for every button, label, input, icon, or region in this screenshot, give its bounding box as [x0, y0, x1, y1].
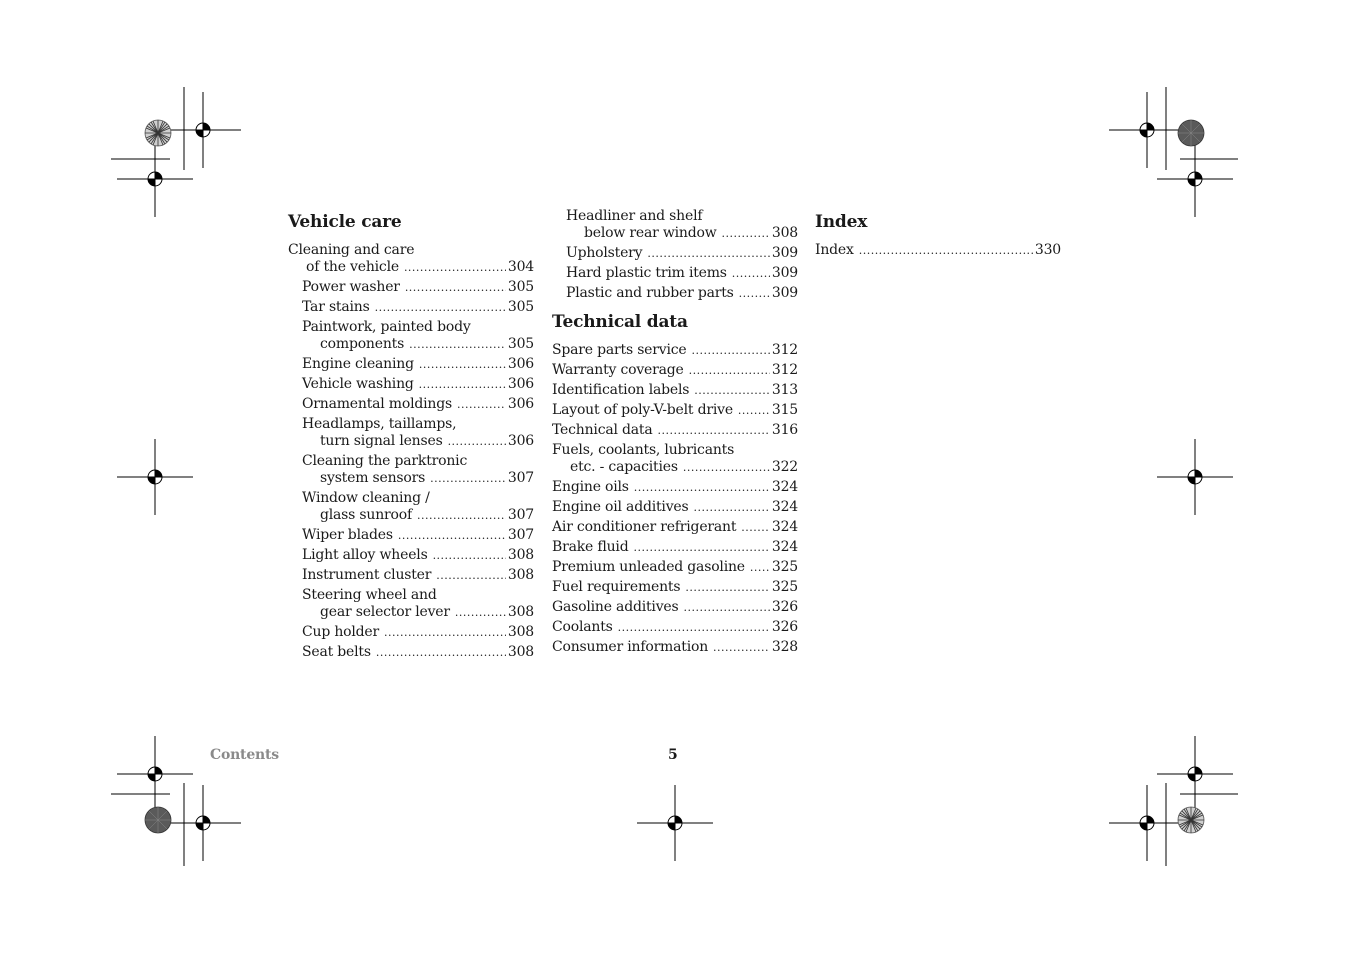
- toc-entry-title: Ornamental moldings: [302, 396, 452, 412]
- toc-entry[interactable]: [288, 416, 534, 450]
- dot-leader: [859, 242, 1033, 259]
- dot-leader: [409, 336, 506, 353]
- toc-entry[interactable]: [552, 619, 798, 636]
- dot-leader: [436, 567, 506, 584]
- toc-entry-title: Warranty coverage: [552, 362, 684, 378]
- toc-entry-line: [552, 499, 798, 516]
- toc-entry-line: [566, 245, 798, 262]
- dot-leader: [647, 245, 769, 262]
- dot-leader: [691, 342, 769, 359]
- toc-entry-line: [302, 336, 534, 353]
- toc-list: [552, 208, 798, 302]
- toc-page-number: 325: [771, 579, 798, 595]
- toc-entry-title: Instrument cluster: [302, 567, 432, 583]
- toc-entry[interactable]: [815, 242, 1061, 259]
- toc-entry[interactable]: [288, 376, 534, 393]
- toc-entry-title: system sensors: [320, 470, 426, 486]
- toc-page-number: 306: [507, 356, 534, 372]
- toc-entry-line: [566, 265, 798, 282]
- toc-entry-line: [302, 396, 534, 413]
- toc-entry-title: Cleaning and care: [288, 242, 415, 258]
- toc-entry-line: [302, 547, 534, 564]
- toc-entry[interactable]: [552, 265, 798, 282]
- toc-entry-title: glass sunroof: [320, 507, 412, 523]
- toc-page-number: 328: [771, 639, 798, 655]
- toc-entry[interactable]: [552, 285, 798, 302]
- dot-leader: [685, 579, 770, 596]
- toc-entry-title: Headliner and shelf: [566, 208, 703, 224]
- toc-entry-title: Paintwork, painted body: [302, 319, 471, 335]
- dot-leader: [694, 382, 770, 399]
- dot-leader: [750, 559, 770, 576]
- dot-leader: [683, 459, 770, 476]
- toc-entry-title: Upholstery: [566, 245, 643, 261]
- toc-entry[interactable]: [552, 342, 798, 359]
- toc-entry-line-wrap: [302, 453, 534, 470]
- toc-page-number: 304: [507, 259, 534, 275]
- toc-entry[interactable]: [288, 396, 534, 413]
- toc-page-number: 325: [771, 559, 798, 575]
- toc-entry-title: Identification labels: [552, 382, 690, 398]
- dot-leader: [738, 402, 770, 419]
- toc-list: [552, 342, 798, 656]
- toc-entry-title: Consumer information: [552, 639, 709, 655]
- toc-entry[interactable]: [552, 639, 798, 656]
- toc-entry-title: Engine oils: [552, 479, 629, 495]
- toc-entry-line: [302, 644, 534, 661]
- dot-leader: [713, 639, 770, 656]
- dot-leader: [618, 619, 770, 636]
- section-heading: Vehicle care: [288, 212, 402, 232]
- toc-page-number: 324: [771, 519, 798, 535]
- toc-page-number: 305: [507, 336, 534, 352]
- toc-entry[interactable]: [552, 362, 798, 379]
- toc-page-number: 308: [507, 547, 534, 563]
- toc-entry[interactable]: [552, 599, 798, 616]
- dot-leader: [419, 356, 506, 373]
- toc-entry-title: Power washer: [302, 279, 400, 295]
- toc-entry-line-wrap: [302, 416, 534, 433]
- toc-entry-line: [302, 527, 534, 544]
- toc-entry[interactable]: [288, 644, 534, 661]
- toc-entry-title: of the vehicle: [306, 259, 399, 275]
- toc-entry-line: [302, 433, 534, 450]
- toc-entry-title: Technical data: [552, 422, 653, 438]
- toc-entry[interactable]: [552, 245, 798, 262]
- dot-leader: [448, 433, 506, 450]
- toc-entry-title: Wiper blades: [302, 527, 393, 543]
- toc-page-number: 322: [771, 459, 798, 475]
- toc-entry-line-wrap: [302, 587, 534, 604]
- toc-entry-title: Headlamps, taillamps,: [302, 416, 457, 432]
- toc-entry-line: [302, 567, 534, 584]
- toc-entry-line: [552, 342, 798, 359]
- toc-entry-title: Index: [815, 242, 854, 258]
- toc-entry[interactable]: [288, 624, 534, 641]
- toc-page-number: 312: [771, 362, 798, 378]
- toc-list: [288, 242, 534, 661]
- dot-leader: [739, 285, 770, 302]
- dot-leader: [398, 527, 506, 544]
- dot-leader: [633, 539, 769, 556]
- toc-entry-line: [302, 279, 534, 296]
- toc-entry-line: [552, 539, 798, 556]
- dot-leader: [657, 422, 769, 439]
- toc-entry-line: [302, 604, 534, 621]
- dot-leader: [634, 479, 770, 496]
- section-heading: Index: [815, 212, 868, 232]
- dot-leader: [419, 376, 506, 393]
- toc-entry-line: [552, 479, 798, 496]
- toc-entry-title: Cup holder: [302, 624, 380, 640]
- dot-leader: [694, 499, 770, 516]
- toc-entry-line: [552, 422, 798, 439]
- toc-entry-line: [815, 242, 1061, 259]
- toc-entry-line-wrap: [302, 319, 534, 336]
- toc-entry[interactable]: [288, 567, 534, 584]
- toc-entry[interactable]: [552, 479, 798, 496]
- toc-entry[interactable]: [552, 499, 798, 516]
- toc-entry[interactable]: [552, 539, 798, 556]
- footer-section-label: Contents: [210, 747, 279, 763]
- toc-entry-title: Seat belts: [302, 644, 371, 660]
- dot-leader: [430, 470, 506, 487]
- toc-column-2: [552, 208, 798, 659]
- toc-page-number: 313: [771, 382, 798, 398]
- dot-leader: [404, 259, 506, 276]
- toc-page-number: 306: [507, 376, 534, 392]
- toc-entry[interactable]: [288, 453, 534, 487]
- toc-entry-line: [552, 559, 798, 576]
- toc-entry[interactable]: [288, 279, 534, 296]
- toc-entry-line: [566, 285, 798, 302]
- toc-entry-line-wrap: [302, 490, 534, 507]
- toc-entry-title: Light alloy wheels: [302, 547, 428, 563]
- toc-entry-title: below rear window: [584, 225, 717, 241]
- toc-page-number: 324: [771, 539, 798, 555]
- dot-leader: [683, 599, 769, 616]
- dot-leader: [405, 279, 506, 296]
- toc-entry-title: Hard plastic trim items: [566, 265, 727, 281]
- page-number: 5: [668, 747, 678, 763]
- toc-page-number: 306: [507, 433, 534, 449]
- toc-entry-title: Gasoline additives: [552, 599, 679, 615]
- dot-leader: [722, 225, 770, 242]
- toc-entry-title: Plastic and rubber parts: [566, 285, 734, 301]
- toc-entry-title: Fuel requirements: [552, 579, 681, 595]
- toc-entry-title: Engine oil additives: [552, 499, 689, 515]
- toc-entry[interactable]: [552, 442, 798, 476]
- toc-entry-title: Steering wheel and: [302, 587, 437, 603]
- toc-page-number: 308: [507, 567, 534, 583]
- toc-page-number: 326: [771, 599, 798, 615]
- toc-page-number: 315: [771, 402, 798, 418]
- toc-entry-title: Cleaning the parktronic: [302, 453, 468, 469]
- toc-page-number: 324: [771, 479, 798, 495]
- dot-leader: [732, 265, 770, 282]
- toc-page-number: 308: [507, 644, 534, 660]
- toc-page-number: 316: [771, 422, 798, 438]
- toc-entry-title: etc. - capacities: [570, 459, 678, 475]
- toc-entry-title: Coolants: [552, 619, 613, 635]
- toc-page-number: 308: [507, 624, 534, 640]
- toc-entry[interactable]: [288, 356, 534, 373]
- toc-entry-title: components: [320, 336, 405, 352]
- toc-entry[interactable]: [288, 490, 534, 524]
- toc-entry-line: [302, 299, 534, 316]
- toc-page-number: 309: [771, 245, 798, 261]
- toc-entry-line: [552, 639, 798, 656]
- toc-entry[interactable]: [552, 382, 798, 399]
- toc-column-3: [815, 208, 1061, 262]
- dot-leader: [457, 396, 506, 413]
- toc-entry-line: [552, 459, 798, 476]
- toc-entry-title: Vehicle washing: [302, 376, 414, 392]
- toc-entry-title: gear selector lever: [320, 604, 450, 620]
- toc-entry[interactable]: [288, 547, 534, 564]
- toc-page-number: 306: [507, 396, 534, 412]
- toc-entry-title: Fuels, coolants, lubricants: [552, 442, 735, 458]
- toc-entry[interactable]: [288, 319, 534, 353]
- dot-leader: [384, 624, 506, 641]
- toc-entry[interactable]: [288, 242, 534, 276]
- toc-list: [815, 242, 1061, 259]
- toc-entry-line: [552, 619, 798, 636]
- toc-page-number: 324: [771, 499, 798, 515]
- toc-entry[interactable]: [552, 519, 798, 536]
- toc-page-number: 330: [1034, 242, 1061, 258]
- toc-page-number: 307: [507, 507, 534, 523]
- toc-entry-title: Engine cleaning: [302, 356, 414, 372]
- dot-leader: [689, 362, 770, 379]
- toc-entry-line: [302, 624, 534, 641]
- toc-entry-line: [566, 225, 798, 242]
- dot-leader: [417, 507, 506, 524]
- toc-entry-line: [552, 599, 798, 616]
- toc-entry-title: Brake fluid: [552, 539, 629, 555]
- toc-entry-line: [302, 376, 534, 393]
- dot-leader: [375, 299, 506, 316]
- toc-entry[interactable]: [552, 579, 798, 596]
- toc-page-number: 309: [771, 285, 798, 301]
- toc-entry[interactable]: [288, 299, 534, 316]
- dot-leader: [741, 519, 770, 536]
- toc-entry-title: Air conditioner refrigerant: [552, 519, 737, 535]
- toc-entry-line-wrap: [288, 242, 534, 259]
- toc-page-number: 305: [507, 299, 534, 315]
- toc-entry-line: [552, 382, 798, 399]
- toc-entry-line: [552, 362, 798, 379]
- toc-entry-title: Window cleaning /: [302, 490, 430, 506]
- toc-entry-line: [552, 579, 798, 596]
- dot-leader: [376, 644, 506, 661]
- toc-page-number: 305: [507, 279, 534, 295]
- toc-page-number: 307: [507, 470, 534, 486]
- toc-entry-line: [302, 507, 534, 524]
- toc-page-number: 312: [771, 342, 798, 358]
- toc-entry-title: turn signal lenses: [320, 433, 443, 449]
- toc-entry-title: Spare parts service: [552, 342, 687, 358]
- toc-page-number: 326: [771, 619, 798, 635]
- toc-entry-line: [552, 519, 798, 536]
- toc-column-1: [288, 208, 534, 664]
- toc-page-number: 308: [507, 604, 534, 620]
- toc-entry[interactable]: [288, 587, 534, 621]
- toc-entry-line: [288, 259, 534, 276]
- toc-entry[interactable]: [552, 559, 798, 576]
- toc-entry[interactable]: [552, 402, 798, 419]
- toc-entry-line-wrap: [566, 208, 798, 225]
- dot-leader: [455, 604, 506, 621]
- toc-entry-line-wrap: [552, 442, 798, 459]
- toc-entry-title: Premium unleaded gasoline: [552, 559, 745, 575]
- toc-page-number: 308: [771, 225, 798, 241]
- toc-entry-title: Layout of poly-V-belt drive: [552, 402, 733, 418]
- toc-entry-title: Tar stains: [302, 299, 370, 315]
- toc-entry-line: [302, 470, 534, 487]
- section-heading: Technical data: [552, 312, 688, 332]
- toc-entry[interactable]: [552, 208, 798, 242]
- toc-entry[interactable]: [288, 527, 534, 544]
- toc-entry-line: [552, 402, 798, 419]
- toc-entry[interactable]: [552, 422, 798, 439]
- toc-page-number: 307: [507, 527, 534, 543]
- toc-entry-line: [302, 356, 534, 373]
- dot-leader: [433, 547, 506, 564]
- toc-page-number: 309: [771, 265, 798, 281]
